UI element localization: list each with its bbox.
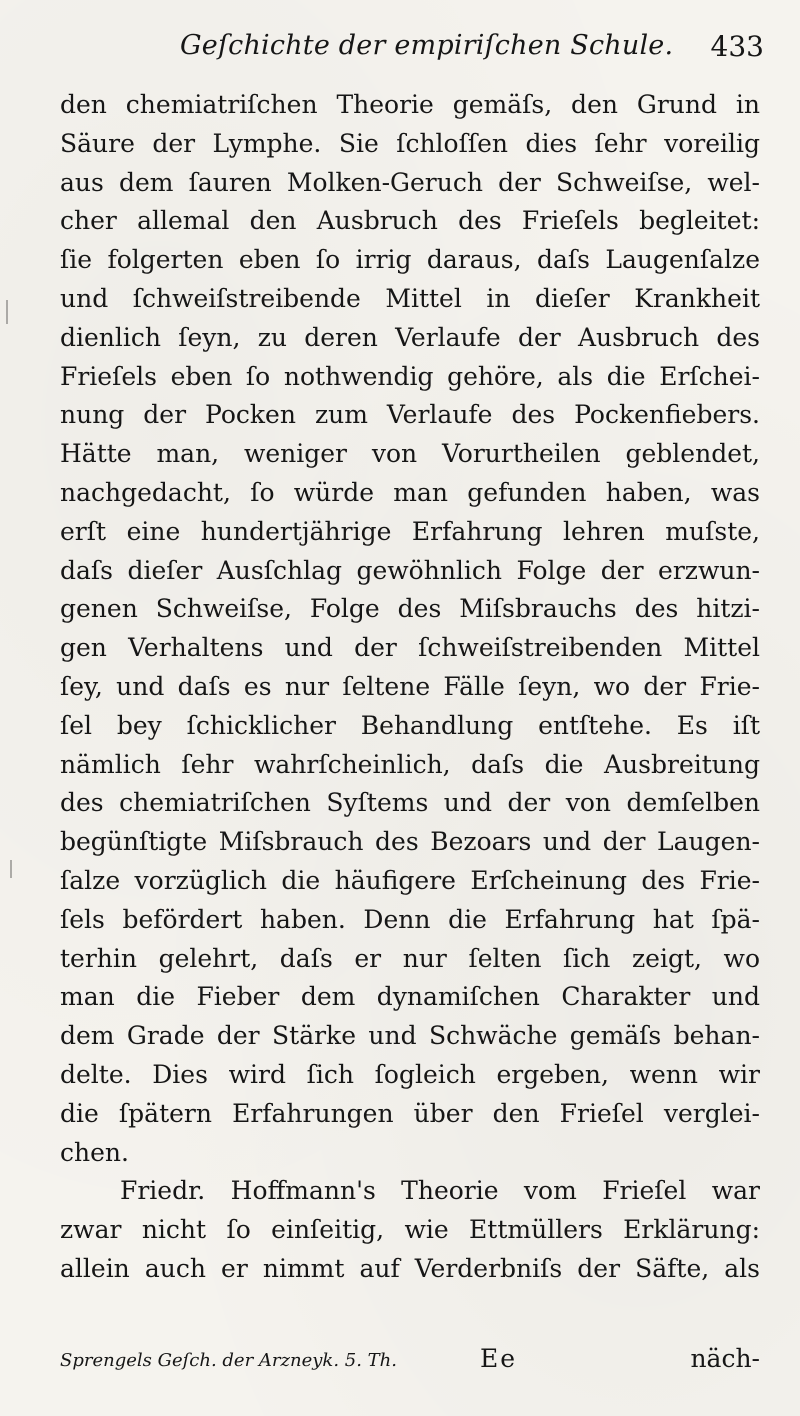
text-line: gen Verhaltens und der ſchweiſstreibenden Mittel <box>60 633 760 663</box>
text-line: Frieſels eben ſo nothwendig gehöre, als die Erſchei- <box>60 361 760 391</box>
text-line: ſey, und daſs es nur ſeltene Fälle ſeyn, wo der Frie- <box>60 671 760 701</box>
page-header <box>180 30 764 74</box>
text-line: Säure der Lymphe. Sie ſchloſſen dies ſehr voreilig <box>60 128 760 158</box>
page-footer <box>60 1344 760 1380</box>
page-number: 433 <box>710 30 764 63</box>
catchword: näch- <box>690 1344 760 1373</box>
text-line: die ſpätern Erfahrungen über den Frieſel verglei- <box>60 1098 760 1128</box>
text-line: dem Grade der Stärke und Schwäche gemäſs behan- <box>60 1021 760 1051</box>
text-line: des chemiatriſchen Syſtems und der von demſelben <box>60 788 760 818</box>
signature-note: Sprengels Geſch. der Arzneyk. 5. Th. <box>60 1350 397 1371</box>
body-text <box>60 86 760 1289</box>
text-line: nämlich ſehr wahrſcheinlich, daſs die Ausbreitung <box>60 749 760 779</box>
scan-artifact-line <box>6 300 8 324</box>
text-line: und ſchweiſstreibende Mittel in dieſer Krankheit <box>60 283 760 313</box>
text-line: allein auch er nimmt auf Verderbniſs der Säfte, als <box>60 1253 760 1283</box>
text-line: terhin gelehrt, daſs er nur ſelten ſich zeigt, wo <box>60 943 760 973</box>
text-line: ſalze vorzüglich die häufigere Erſcheinung des Frie- <box>60 865 760 895</box>
running-title: Geſchichte der empiriſchen Schule. <box>180 30 674 61</box>
text-line: ſie folgerten eben ſo irrig daraus, daſs Laugenſalze <box>60 245 760 275</box>
text-line: man die Fieber dem dynamiſchen Charakter und <box>60 982 760 1012</box>
text-line: chen. <box>60 1137 129 1167</box>
text-line: nachgedacht, ſo würde man gefunden haben, was <box>60 477 760 507</box>
text-line: begünſtigte Miſsbrauch des Bezoars und der Laugen- <box>60 827 760 857</box>
text-line: erſt eine hundertjährige Erfahrung lehren muſste, <box>60 516 760 546</box>
scan-artifact-line <box>10 860 12 878</box>
text-line: cher allemal den Ausbruch des Frieſels begleitet: <box>60 206 760 236</box>
text-line: daſs dieſer Ausſchlag gewöhnlich Folge der erzwun- <box>60 555 760 585</box>
text-line: Hätte man, weniger von Vorurtheilen geblendet, <box>60 439 760 469</box>
text-line: zwar nicht ſo einſeitig, wie Ettmüllers Erklärung: <box>60 1215 760 1245</box>
text-line: aus dem ſauren Molken-Geruch der Schweiſse, wel- <box>60 167 760 197</box>
text-line: dienlich ſeyn, zu deren Verlaufe der Ausbruch des <box>60 322 760 352</box>
text-line: den chemiatriſchen Theorie gemäſs, den Grund in <box>60 90 760 119</box>
text-line: nung der Pocken zum Verlaufe des Pockenfiebers. <box>60 400 760 430</box>
text-line: ſel bey ſchicklicher Behandlung entſtehe. Es iſt <box>60 710 760 740</box>
text-line: ſels befördert haben. Denn die Erfahrung hat ſpä- <box>60 904 760 934</box>
signature-mark: Ee <box>480 1344 518 1373</box>
text-line-paragraph-start: Friedr. Hoffmann's Theorie vom Frieſel war <box>120 1176 760 1206</box>
text-line: genen Schweiſse, Folge des Miſsbrauchs des hitzi- <box>60 594 760 624</box>
text-line: delte. Dies wird ſich ſogleich ergeben, wenn wir <box>60 1059 760 1089</box>
